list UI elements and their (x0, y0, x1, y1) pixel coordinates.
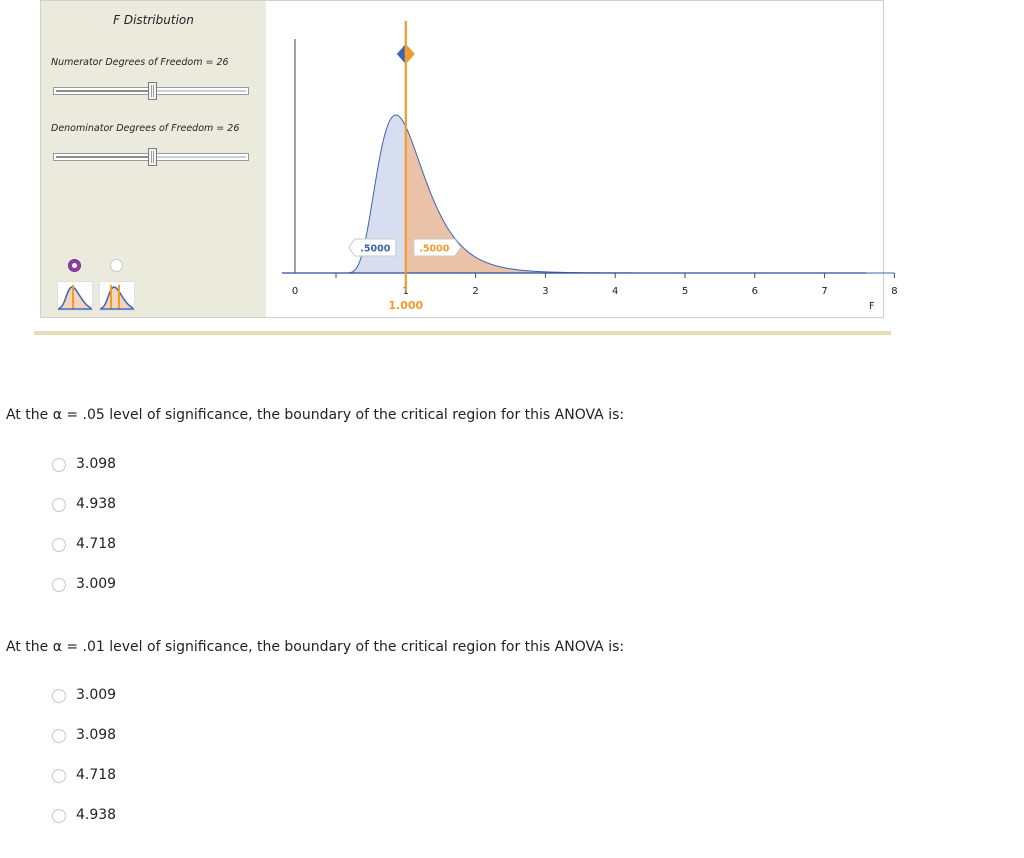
right-area-label-box (414, 239, 461, 256)
x-axis-label: F (869, 301, 875, 312)
q2-option-3-label[interactable]: 4.718 (76, 767, 117, 783)
mode-radio-double[interactable] (110, 259, 123, 272)
x-tick-label-5: 5 (681, 286, 689, 297)
q1-option-2-label[interactable]: 4.938 (76, 496, 117, 512)
question-1-text: At the α = .05 level of significance, the boundary of the critical region for this ANOVA is: (6, 407, 625, 423)
q1-option-2-radio[interactable] (52, 498, 66, 512)
f-distribution-chart (266, 1, 898, 317)
x-tick-label-3: 3 (542, 286, 549, 297)
question-2-text: At the α = .01 level of significance, the boundary of the critical region for this ANOVA is: (6, 639, 625, 655)
cutoff-left-arrow-icon[interactable] (397, 45, 405, 63)
numerator-df-slider[interactable] (53, 87, 249, 95)
left-area-label: .5000 (360, 243, 391, 255)
q1-option-3-label[interactable]: 4.718 (76, 536, 117, 552)
q1-option-1-radio[interactable] (52, 458, 66, 472)
denominator-df-slider-thumb[interactable] (148, 148, 157, 166)
x-tick-label-4: 4 (612, 286, 619, 297)
mode-radio-single[interactable] (68, 259, 81, 272)
x-tick-label-8: 8 (891, 286, 898, 297)
x-tick-label-7: 7 (821, 286, 828, 297)
q1-option-1-label[interactable]: 3.098 (76, 456, 117, 472)
control-panel (41, 1, 266, 317)
cutoff-value-label: 1.000 (388, 299, 424, 312)
q2-option-1-radio[interactable] (52, 689, 66, 703)
section-divider (34, 331, 891, 335)
left-area-label-box (349, 239, 396, 256)
x-tick-label-1: 1 (402, 286, 409, 297)
x-tick-label-6: 6 (751, 286, 758, 297)
q2-option-2-label[interactable]: 3.098 (76, 727, 117, 743)
q2-option-4-radio[interactable] (52, 809, 66, 823)
numerator-df-label: Numerator Degrees of Freedom = 26 (51, 57, 229, 68)
cutoff-right-arrow-icon[interactable] (407, 45, 415, 63)
f-distribution-applet (40, 0, 898, 318)
distribution-single-line-icon[interactable] (57, 281, 93, 311)
q2-option-1-label[interactable]: 3.009 (76, 687, 117, 703)
q2-option-3-radio[interactable] (52, 769, 66, 783)
x-tick-label-2: 2 (472, 286, 479, 297)
q1-option-3-radio[interactable] (52, 538, 66, 552)
right-area-label: .5000 (419, 243, 450, 255)
q2-option-2-radio[interactable] (52, 729, 66, 743)
q2-option-4-label[interactable]: 4.938 (76, 807, 117, 823)
denominator-df-label: Denominator Degrees of Freedom = 26 (51, 123, 240, 134)
q1-option-4-label[interactable]: 3.009 (76, 576, 117, 592)
x-tick-label-0: 0 (291, 286, 299, 297)
numerator-df-slider-thumb[interactable] (148, 82, 157, 100)
distribution-two-line-icon[interactable] (99, 281, 135, 311)
q1-option-4-radio[interactable] (52, 578, 66, 592)
denominator-df-slider[interactable] (53, 153, 249, 161)
applet-title: F Distribution (113, 13, 194, 27)
